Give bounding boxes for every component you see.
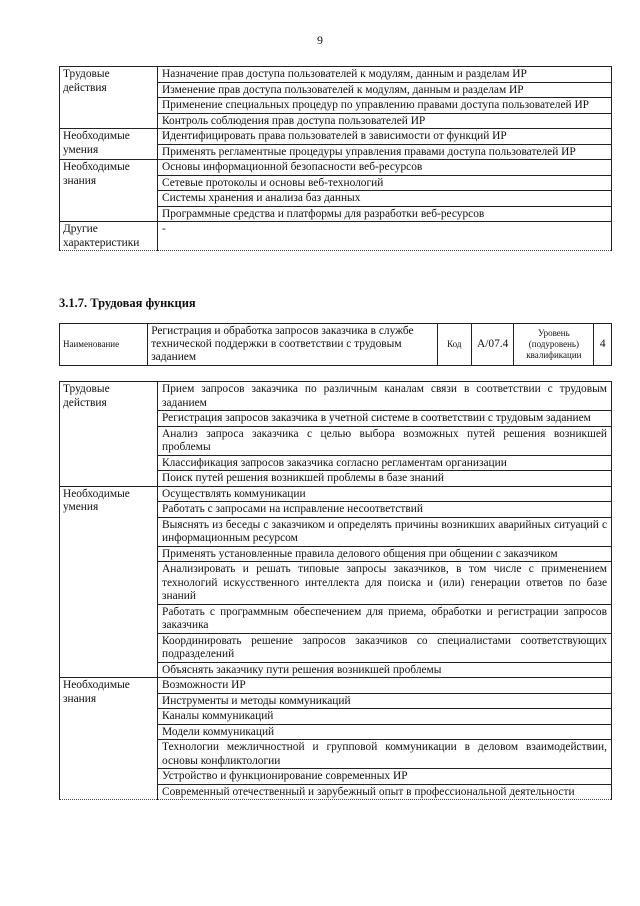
table-row [60, 486, 612, 502]
table-row [60, 382, 612, 411]
item-text: Сетевые протоколы и основы веб-технологий [158, 175, 612, 191]
item-text: Применять регламентные процедуры управления правами доступа пользователей ИР [158, 144, 612, 160]
item-text: Анализ запроса заказчика с целью выбора возможных путей решения возникшей проблемы [158, 426, 612, 455]
group-label: Необходимые знания [60, 678, 158, 800]
group-label: Необходимые знания [60, 160, 158, 222]
item-text: Работать с программным обеспечением для приема, обработки и регистрации запросов заказчика [158, 604, 612, 633]
name-value: Регистрация и обработка запросов заказчика в службе технической поддержки в соответствии с трудовым заданием [148, 324, 437, 366]
item-text: Каналы коммуникаций [158, 709, 612, 725]
item-text: Объяснять заказчику пути решения возникшей проблемы [158, 662, 612, 678]
group-label: Другие характеристики [60, 222, 158, 251]
table-row [60, 129, 612, 145]
item-text: Координировать решение запросов заказчиков со специалистами соответствующих подразделений [158, 633, 612, 662]
table-row [60, 67, 612, 83]
item-text: Классификация запросов заказчика согласно регламентам организации [158, 455, 612, 471]
labor-actions-table-1 [59, 66, 612, 251]
level-value: 4 [594, 324, 612, 366]
item-text: Применять установленные правила делового общения при общении с заказчиком [158, 546, 612, 562]
item-text: Контроль соблюдения прав доступа пользователей ИР [158, 113, 612, 129]
item-text: Прием запросов заказчика по различным каналам связи в соответствии с трудовым заданием [158, 382, 612, 411]
item-text: Инструменты и методы коммуникаций [158, 693, 612, 709]
item-text: Современный отечественный и зарубежный опыт в профессиональной деятельности [158, 784, 612, 800]
item-text: Модели коммуникаций [158, 724, 612, 740]
item-text: Работать с запросами на исправление несоответствий [158, 502, 612, 518]
name-label: Наименование [60, 324, 148, 366]
table-row [60, 222, 612, 251]
section-heading: 3.1.7. Трудовая функция [59, 296, 196, 310]
function-header-table [59, 323, 612, 366]
item-text: Идентифицировать права пользователей в зависимости от функций ИР [158, 129, 612, 145]
item-text: Технологии межличностной и групповой коммуникации в деловом взаимодействии, основы конфликтологии [158, 740, 612, 769]
item-text: Основы информационной безопасности веб-ресурсов [158, 160, 612, 176]
item-text: Регистрация запросов заказчика в учетной системе в соответствии с трудовым заданием [158, 411, 612, 427]
code-label: Код [437, 324, 471, 366]
item-text: Анализировать и решать типовые запросы заказчиков, в том числе с применением технологий искусственного интеллекта для поиска и (или) генерации ответов по базе знаний [158, 562, 612, 605]
item-text: Программные средства и платформы для разработки веб-ресурсов [158, 206, 612, 222]
item-text: Системы хранения и анализа баз данных [158, 191, 612, 207]
item-text: Применение специальных процедур по управлению правами доступа пользователей ИР [158, 98, 612, 114]
group-label: Трудовые действия [60, 67, 158, 129]
item-text: Поиск путей решения возникшей проблемы в базе знаний [158, 471, 612, 487]
labor-actions-table-2 [59, 381, 612, 800]
item-text: Выяснять из беседы с заказчиком и определять причины возникших аварийных ситуаций с информационным ресурсом [158, 517, 612, 546]
item-text: - [158, 222, 612, 251]
group-label: Необходимые умения [60, 486, 158, 678]
item-text: Осуществлять коммуникации [158, 486, 612, 502]
item-text: Изменение прав доступа пользователей к модулям, данным и разделам ИР [158, 82, 612, 98]
item-text: Устройство и функционирование современных ИР [158, 769, 612, 785]
code-value: А/07.4 [471, 324, 514, 366]
table-row [60, 678, 612, 694]
item-text: Возможности ИР [158, 678, 612, 694]
group-label: Необходимые умения [60, 129, 158, 160]
level-label: Уровень (подуровень) квалификации [514, 324, 594, 366]
group-label: Трудовые действия [60, 382, 158, 487]
page-number: 9 [317, 33, 323, 47]
item-text: Назначение прав доступа пользователей к модулям, данным и разделам ИР [158, 67, 612, 83]
table-row [60, 160, 612, 176]
